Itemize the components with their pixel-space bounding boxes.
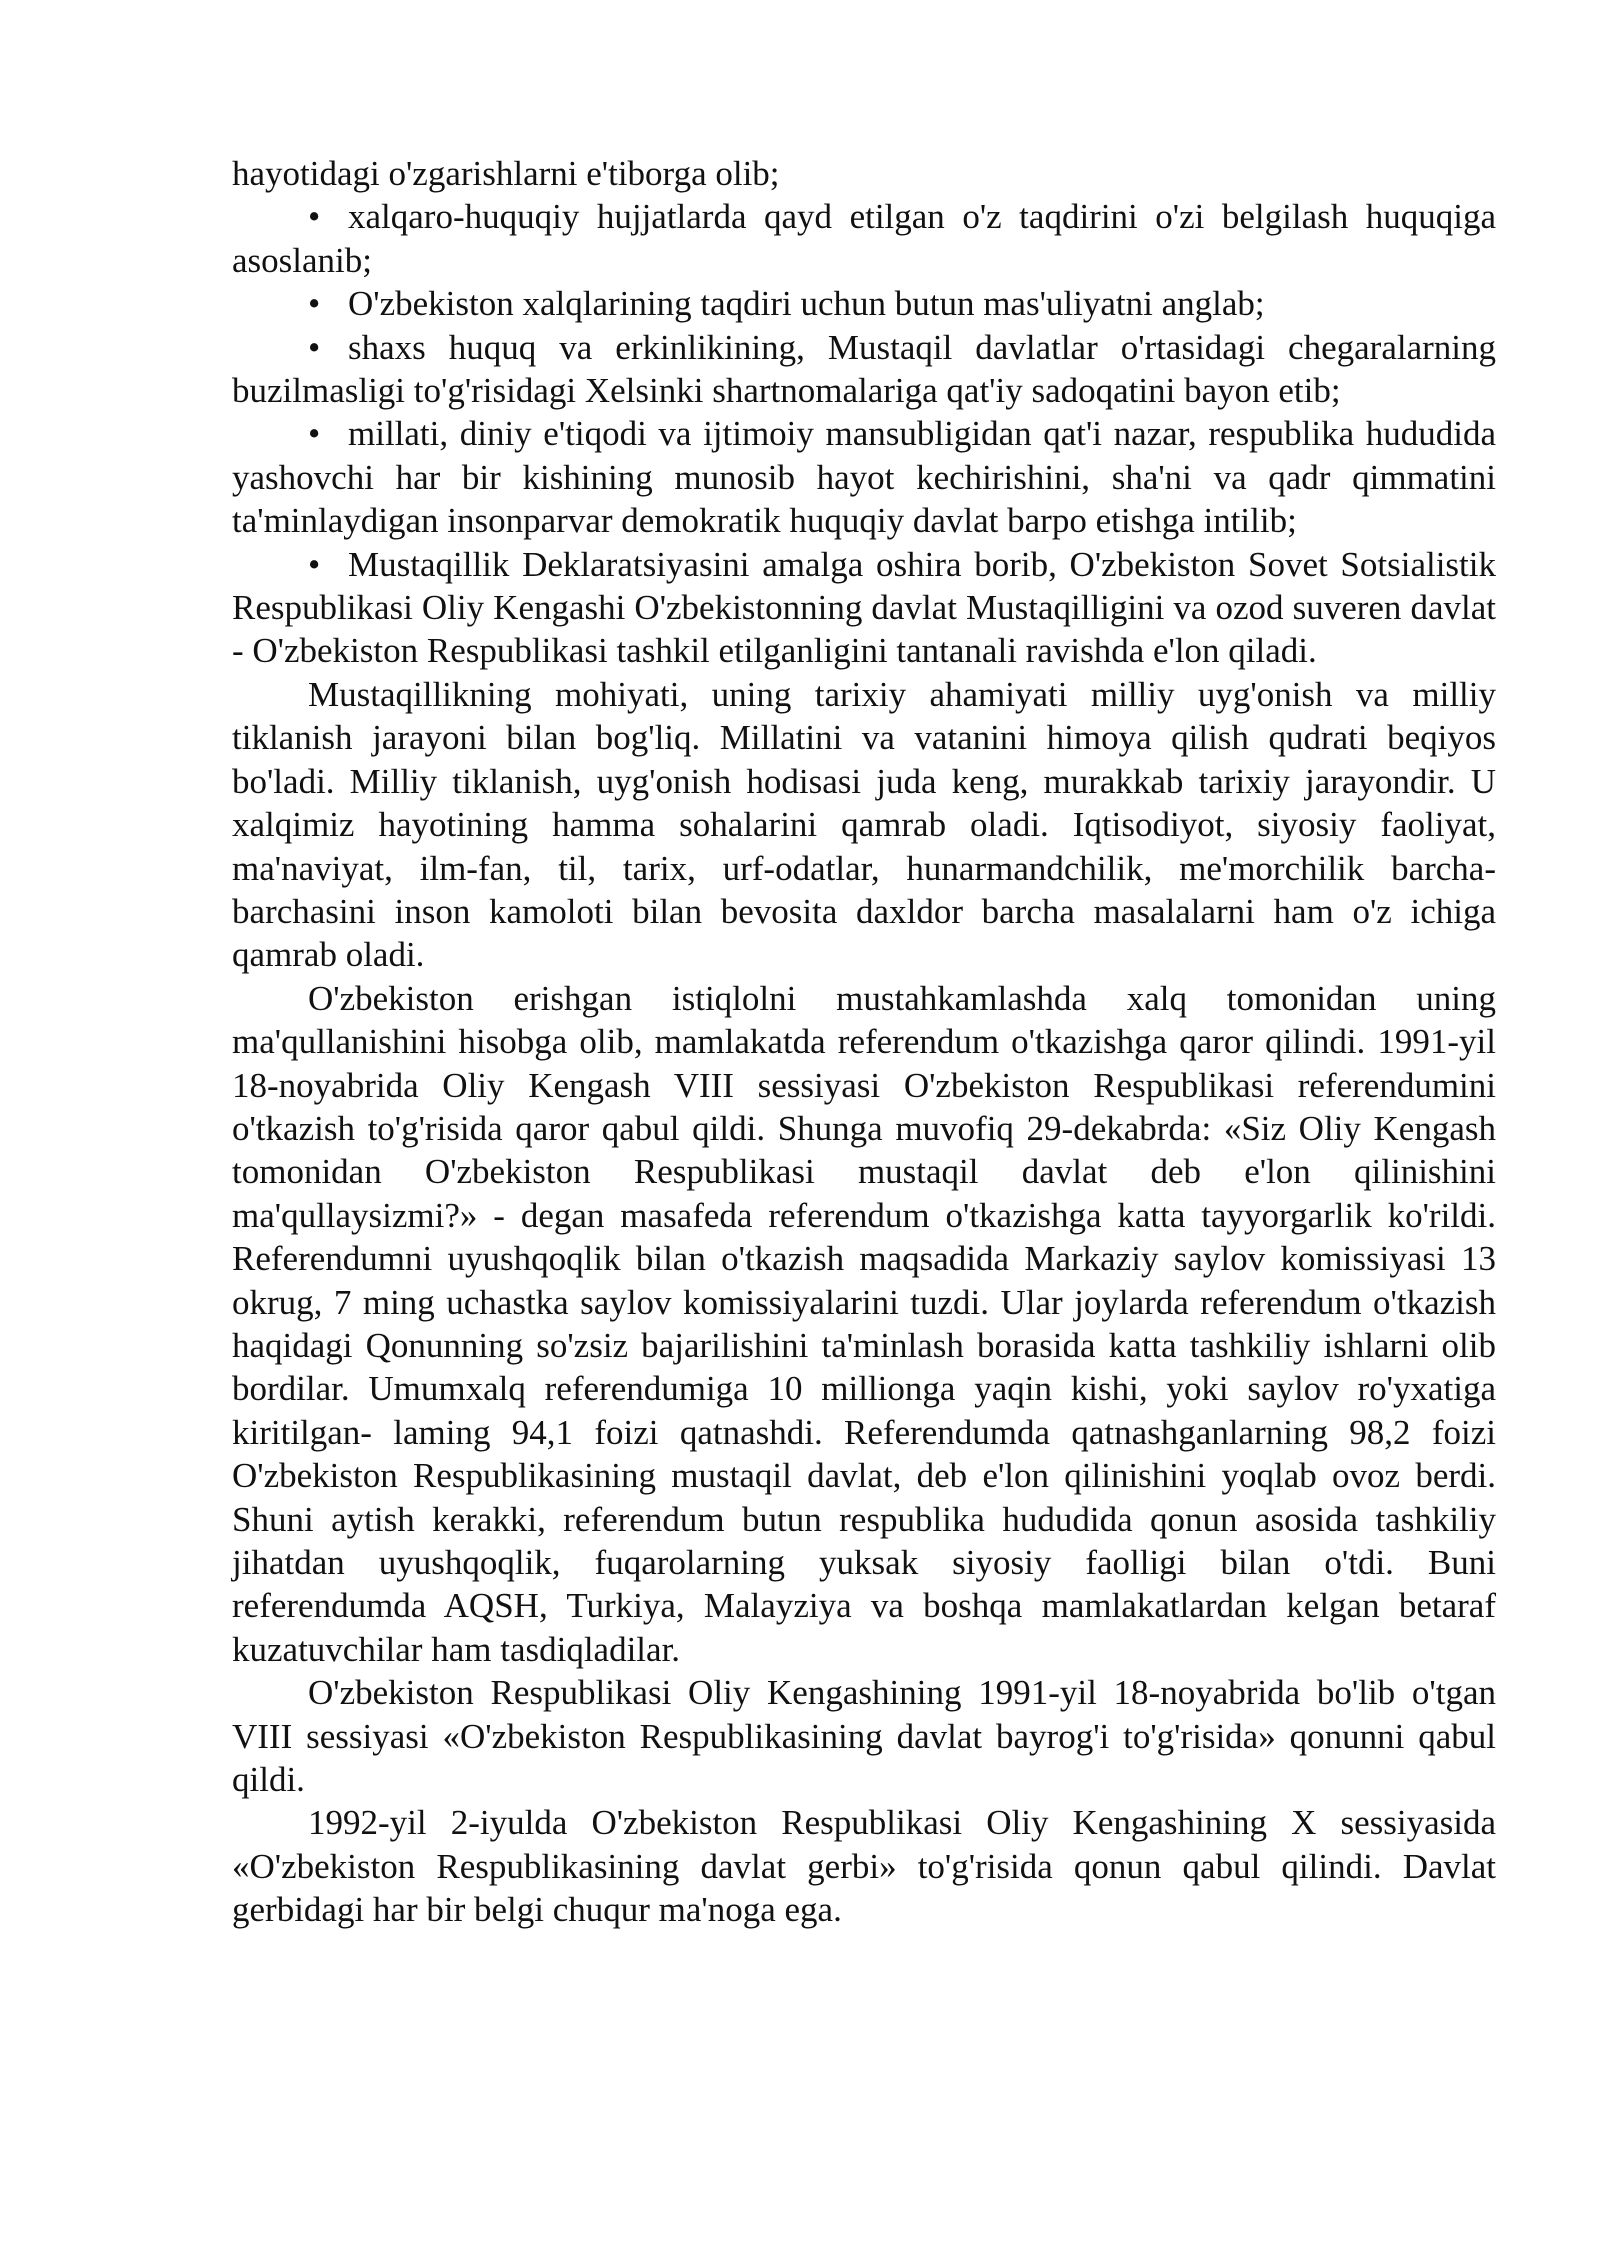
bullet-item-4 <box>232 412 1496 542</box>
paragraph-5-text: 1992-yil 2-iyulda O'zbekiston Respublikasi Oliy Kengashining X sessiyasida «O'zbekiston Respublikasining davlat gerbi» to'g'risida qonun qabul qilindi. Davlat gerbidagi har bir belgi chuqur ma'noga ega. <box>232 1803 1496 1930</box>
bullet-item-2 <box>232 282 1496 325</box>
paragraph-4-text: O'zbekiston Respublikasi Oliy Kengashining 1991-yil 18-noyabrida bo'lib o'tgan VIII sessiyasi «O'zbekiston Respublikasining davlat bayrog'i to'g'risida» qonunni qabul qildi. <box>232 1673 1496 1800</box>
bullet-item-5-text: Mustaqillik Deklaratsiyasini amalga oshira borib, O'zbekiston Sovet Sotsialistik Respublikasi Oliy Kengashi O'zbekistonning davlat Mustaqilligini va ozod suveren davlat - O'zbekiston Respublikasi tashkil etilganligini tantanali ravishda e'lon qiladi. <box>232 544 1496 671</box>
paragraph-1-text: hayotidagi o'zgarishlarni e'tiborga olib; <box>232 154 780 193</box>
bullet-item-5 <box>232 543 1496 673</box>
paragraph-2 <box>232 673 1496 977</box>
bullet-item-4-text: millati, diniy e'tiqodi va ijtimoiy mansubligidan qat'i nazar, respublika hududida yashovchi har bir kishining munosib hayot kechirishini, sha'ni va qadr qimmatini ta'minlaydigan insonparvar demokratik huquqiy davlat barpo etishga intilib; <box>232 414 1496 541</box>
paragraph-5 <box>232 1801 1496 1931</box>
bullet-icon: • <box>308 414 321 454</box>
paragraph-3 <box>232 977 1496 1672</box>
document-page <box>232 152 1496 1932</box>
bullet-item-1-text: xalqaro-huquqiy hujjatlarda qayd etilgan o'z taqdirini o'zi belgilash huquqiga asoslanib; <box>232 197 1496 280</box>
bullet-icon: • <box>308 544 321 584</box>
bullet-icon: • <box>308 197 321 237</box>
bullet-item-1 <box>232 195 1496 282</box>
bullet-icon: • <box>308 284 321 324</box>
bullet-item-2-text: O'zbekiston xalqlarining taqdiri uchun butun mas'uliyatni anglab; <box>348 284 1265 324</box>
bullet-icon: • <box>308 327 321 367</box>
bullet-item-3 <box>232 326 1496 413</box>
paragraph-1 <box>232 152 1496 195</box>
paragraph-2-text: Mustaqillikning mohiyati, uning tarixiy ahamiyati milliy uyg'onish va milliy tiklanish jarayoni bilan bog'liq. Millatini va vatanini himoya qilish qudrati beqiyos bo'ladi. Milliy tiklanish, uyg'onish hodisasi juda keng, murakkab tarixiy jarayondir. U xalqimiz hayotining hamma sohalarini qamrab oladi. Iqtisodiyot, siyosiy faoliyat, ma'naviyat, ilm-fan, til, tarix, urf-odatlar, hunarmandchilik, me'morchilik barcha-barchasini inson kamoloti bilan bevosita daxldor barcha masalalarni ham o'z ichiga qamrab oladi. <box>232 674 1496 975</box>
paragraph-3-text: O'zbekiston erishgan istiqlolni mustahkamlashda xalq tomonidan uning ma'qullanishini hisobga olib, mamlakatda referendum o'tkazishga qaror qilindi. 1991-yil 18-noyabrida Oliy Kengash VIII sessiyasi O'zbekiston Respublikasi referendumini o'tkazish to'g'risida qaror qabul qildi. Shunga muvofiq 29-dekabrda: «Siz Oliy Kengash tomonidan O'zbekiston Respublikasi mustaqil davlat deb e'lon qilinishini ma'qullaysizmi?» - degan masafeda referendum o'tkazishga katta tayyorgarlik ko'rildi. Referendumni uyushqoqlik bilan o'tkazish maqsadida Markaziy saylov komissiyasi 13 okrug, 7 ming uchastka saylov komissiyalarini tuzdi. Ular joylarda referendum o'tkazish haqidagi Qonunning so'zsiz bajarilishini ta'minlash borasida katta tashkiliy ishlarni olib bordilar. Umumxalq referendumiga 10 millionga yaqin kishi, yoki saylov ro'yxatiga kiritilgan- laming 94,1 foizi qatnashdi. Referendumda qatnashganlarning 98,2 foizi O'zbekiston Respublikasining mustaqil davlat, deb e'lon qilinishini yoqlab ovoz berdi. Shuni aytish kerakki, referendum butun respublika hududida qonun asosida tashkiliy jihatdan uyushqoqlik, fuqarolarning yuksak siyosiy faolligi bilan o'tdi. Buni referendumda AQSH, Turkiya, Malayziya va boshqa mamlakatlardan kelgan betaraf kuzatuvchilar ham tasdiqladilar. <box>232 978 1496 1669</box>
paragraph-4 <box>232 1671 1496 1801</box>
bullet-item-3-text: shaxs huquq va erkinlikining, Mustaqil davlatlar o'rtasidagi chegaralarning buzilmasligi to'g'risidagi Xelsinki shartnomalariga qat'iy sadoqatini bayon etib; <box>232 327 1496 411</box>
